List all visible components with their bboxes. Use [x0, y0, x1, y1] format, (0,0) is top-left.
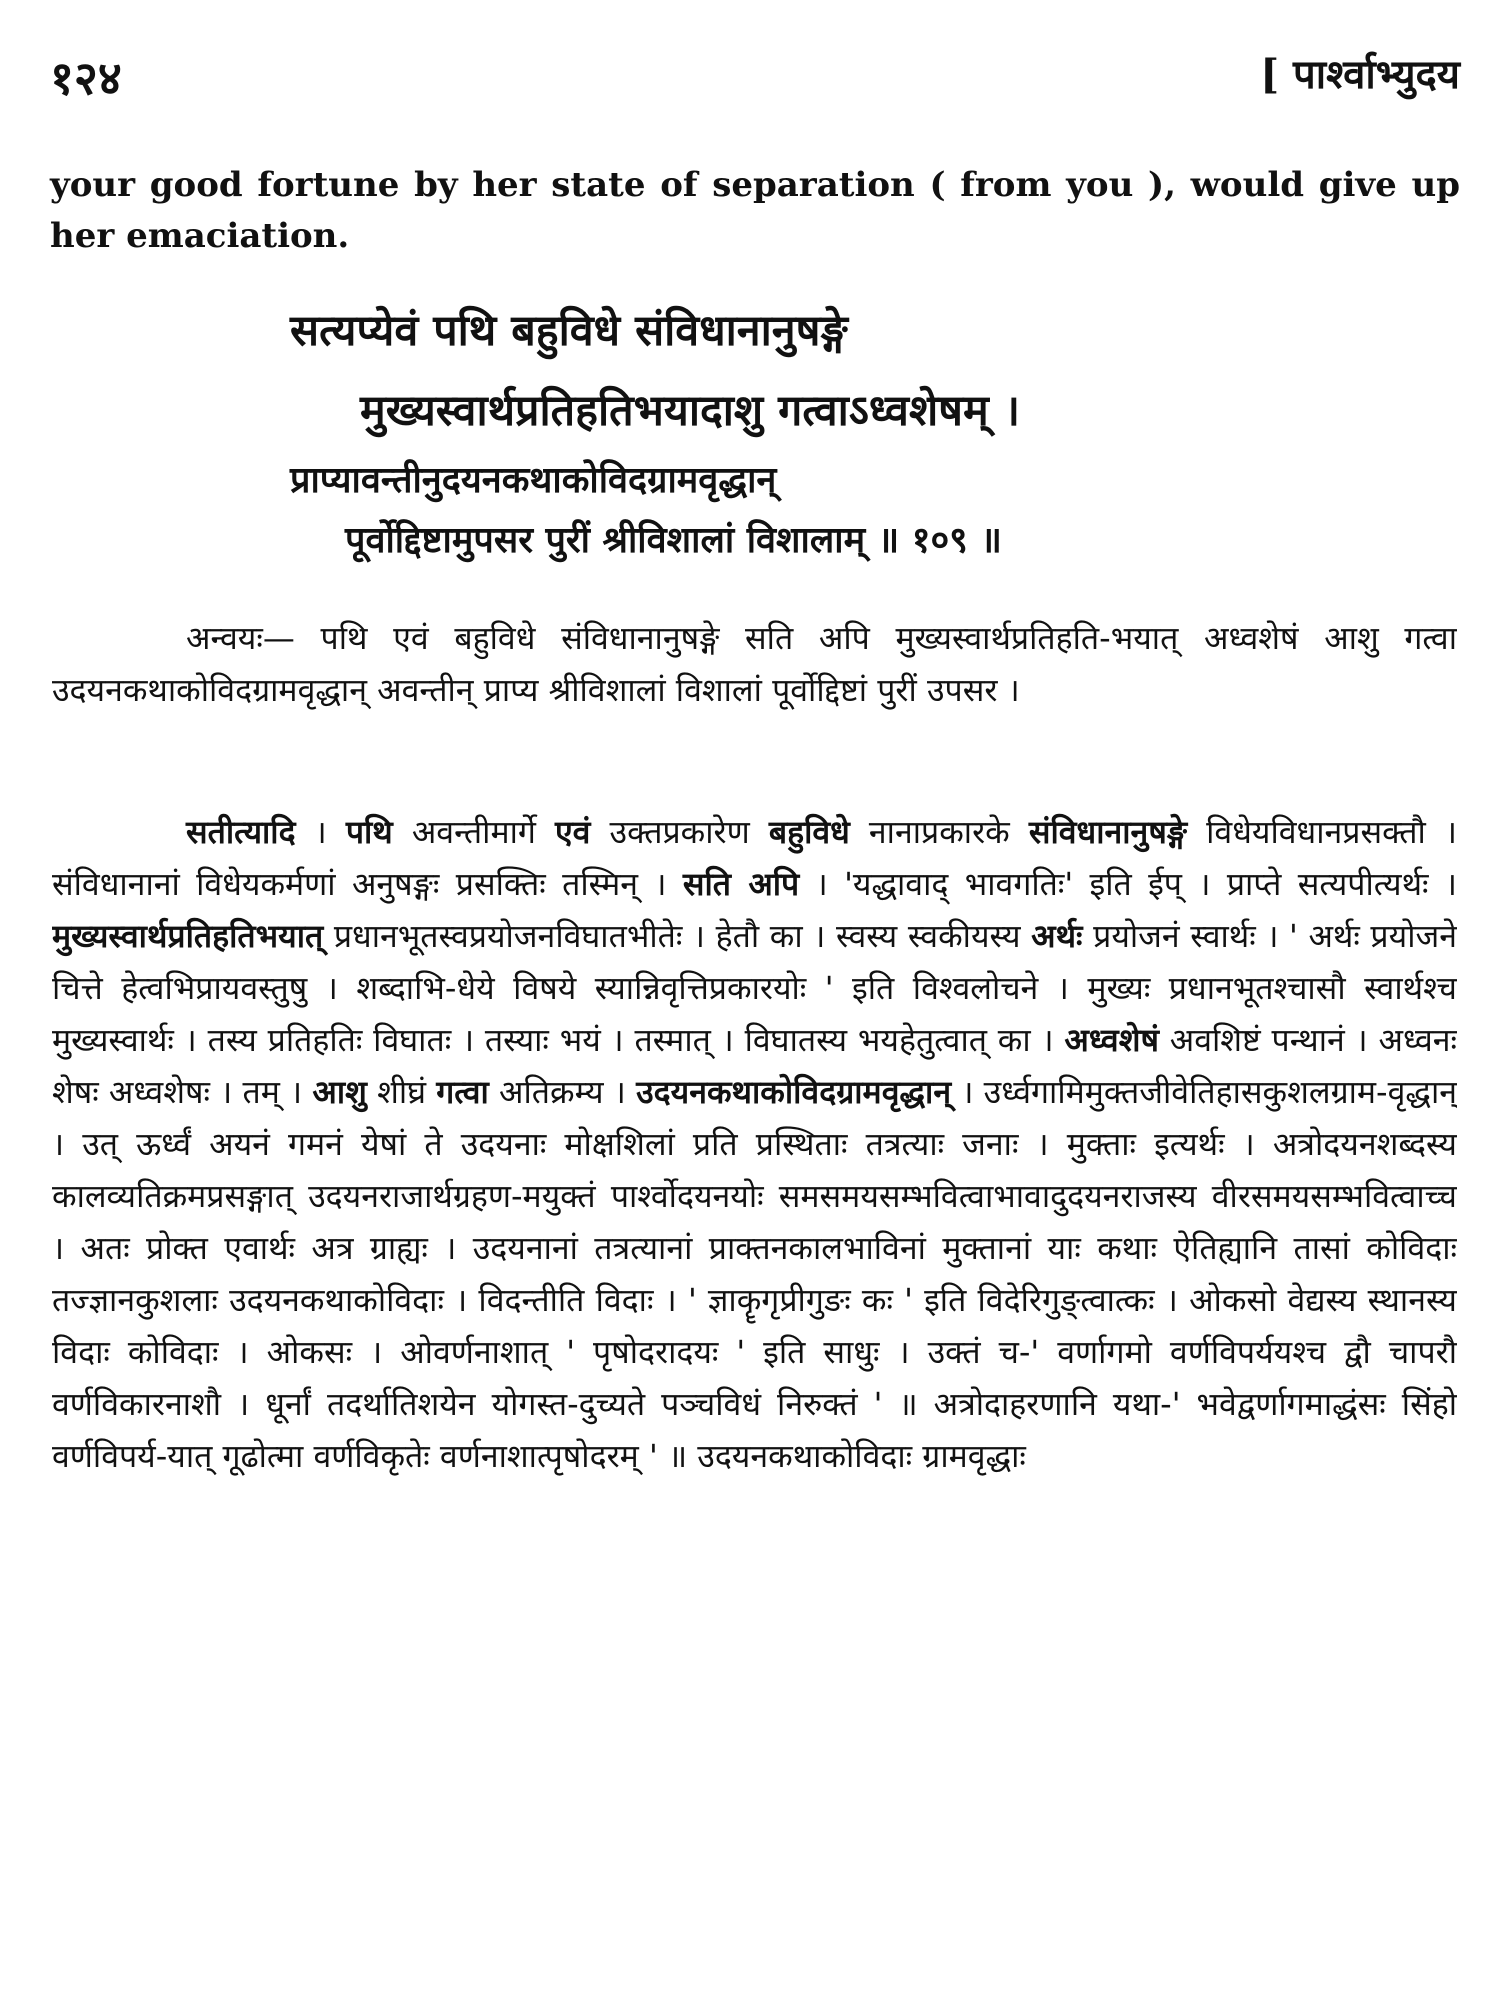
page-number: १२४ [50, 51, 122, 105]
verse-line-3: प्राप्यावन्तीनुदयनकथाकोविदग्रामवृद्धान् [290, 459, 777, 501]
commentary-keyword: मुख्यस्वार्थप्रतिहतिभयात् [52, 917, 324, 955]
commentary-text: अवशिष्टं पन्थानं । अध्वनः शेषः अध्वशेषः । तम् । [52, 1021, 1457, 1111]
english-translation: your good fortune by her state of separation ( from you ), would give up her emaciation. [50, 165, 1460, 256]
commentary-text: उक्तप्रकारेण [590, 813, 769, 851]
commentary-text: शीघ्रं [366, 1073, 437, 1111]
verse-line-1: सत्यप्येवं पथि बहुविधे संविधानानुषङ्गे [290, 306, 848, 356]
commentary-text: । [295, 813, 346, 851]
commentary-keyword: पथि [345, 813, 393, 851]
commentary-keyword: सतीत्यादि [186, 813, 296, 851]
commentary-keyword: बहुविधे [768, 813, 850, 851]
commentary-keyword: आशु [312, 1073, 367, 1111]
commentary-text: अवन्तीमार्गे [392, 813, 555, 851]
commentary-text: । 'यद्धावाद् भावगतिः' इति ईप् । प्राप्ते सत्यपीत्यर्थः । [799, 865, 1457, 903]
commentary-keyword: एवं [554, 813, 591, 851]
commentary-text: विधेयविधानप्रसक्तौ । संविधानानां विधेयकर्मणां अनुषङ्गः प्रसक्तिः तस्मिन् । [52, 813, 1457, 903]
commentary-keyword: संविधानानुषङ्गे [1028, 813, 1188, 851]
commentary-keyword: गत्वा [436, 1073, 489, 1111]
verse-line-2: मुख्यस्वार्थप्रतिहतिभयादाशु गत्वाऽध्वशेषम् । [360, 386, 1021, 436]
anvaya-paragraph: अन्वयः— पथि एवं बहुविधे संविधानानुषङ्गे सति अपि मुख्यस्वार्थप्रतिहति-भयात् अध्वशेषं आशु गत्वा उदयनकथाकोविदग्रामवृद्धान् अवन्तीन् प्राप्य श्रीविशालां विशालां पूर्वोद्दिष्टां पुरीं उपसर । [52, 619, 1457, 709]
commentary-text: प्रधानभूतस्वप्रयोजनविघातभीतेः । हेतौ का । स्वस्य स्वकीयस्य [323, 917, 1032, 955]
commentary-keyword: अध्वशेषं [1064, 1021, 1159, 1059]
commentary-keyword: उदयनकथाकोविदग्रामवृद्धान् [636, 1073, 952, 1111]
commentary-text: । उर्ध्वगामिमुक्तजीवेतिहासकुशलग्राम-वृद्धान् । उत् ऊर्ध्वं अयनं गमनं येषां ते उदयनाः मोक्षशिलां प्रति प्रस्थिताः तत्रत्याः जनाः । मुक्ताः इत्यर्थः । अत्रोदयनशब्दस्य कालव्यतिक्रमप्रसङ्गात् उदयनराजार्थग्रहण-मयुक्तं पार्श्वोदयनयोः समसमयसम्भवित्वाभावादुदयनराजस्य वीरसमयसम्भवित्वाच्च । अतः प्रोक्त एवार्थः अत्र ग्राह्यः । उदयनानां तत्रत्यानां प्राक्तनकालभाविनां मुक्तानां याः कथाः ऐतिह्यानि तासां कोविदाः तज्ज्ञानकुशलाः उदयनकथाकोविदाः । विदन्तीति विदाः । ' ज्ञाकॄगृप्रीगुङः कः ' इति विदेरिगुङ्त्वात्कः । ओकसो वेद्यस्य स्थानस्य विदाः कोविदाः । ओकसः । ओवर्णनाशात् ' पृषोदरादयः ' इति साधुः । उक्तं च-' वर्णागमो वर्णविपर्ययश्च द्वौ चापरौ वर्णविकारनाशौ । धूर्नां तदर्थातिशयेन योगस्त-दुच्यते पञ्चविधं निरुक्तं ' ॥ अत्रोदाहरणानि यथा-' भवेद्वर्णागमाद्धंसः सिंहो वर्णविपर्य-यात् गूढोत्मा वर्णविकृतेः वर्णनाशात्पृषोदरम् ' ॥ उदयनकथाकोविदाः ग्रामवृद्धाः [52, 1073, 1457, 1475]
commentary-text: नानाप्रकारके [849, 813, 1029, 851]
commentary-paragraph [52, 806, 1457, 1956]
commentary-keyword: सति अपि [682, 865, 800, 903]
verse-line-4: पूर्वोद्दिष्टामुपसर पुरीं श्रीविशालां विशालाम् ॥ १०९ ॥ [345, 519, 1002, 561]
commentary-text: अतिक्रम्य । [488, 1073, 637, 1111]
commentary-text: प्रयोजनं स्वार्थः । ' अर्थः प्रयोजने चित्ते हेत्वभिप्रायवस्तुषु । शब्दाभि-धेये विषये स्यान्निवृत्तिप्रकारयोः ' इति विश्वलोचने । मुख्यः प्रधानभूतश्चासौ स्वार्थश्च मुख्यस्वार्थः । तस्य प्रतिहतिः विघातः । तस्याः भयं । तस्मात् । विघातस्य भयहेतुत्वात् का । [52, 917, 1457, 1059]
commentary-keyword: अर्थः [1031, 917, 1083, 955]
running-title: [ पार्श्वाभ्युदय [1260, 51, 1460, 98]
